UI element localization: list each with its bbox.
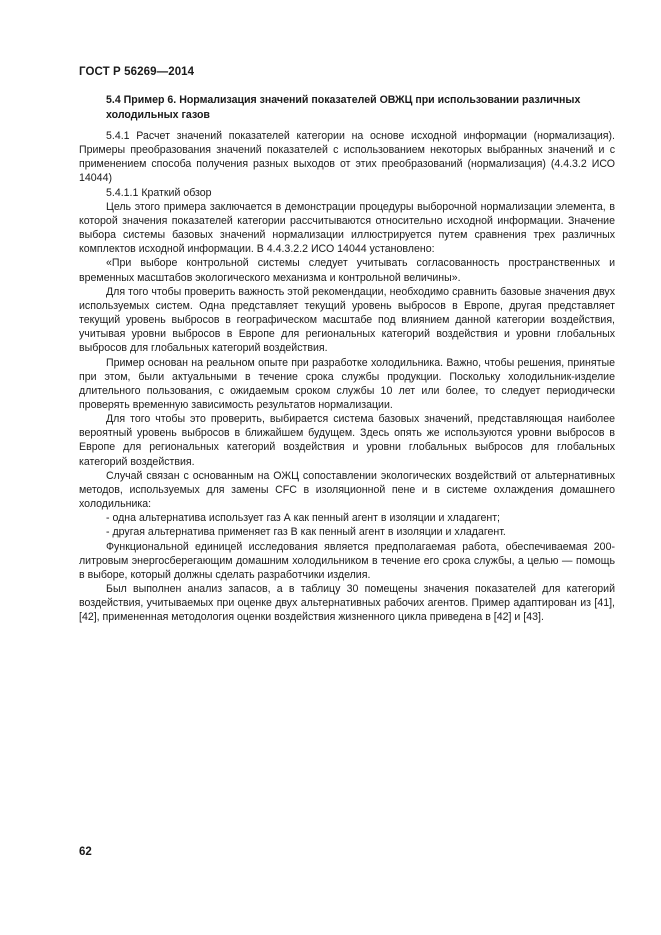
- paragraph: Случай связан с основанным на ОЖЦ сопоставлении экологических воздействий от альтернативных методов, используемых для замены CFC в изоляционной пене и в системе охлаждения домашнего холодильника:: [79, 469, 615, 511]
- subsection-title: 5.4.1.1 Краткий обзор: [106, 186, 212, 199]
- paragraph: Был выполнен анализ запасов, а в таблицу 30 помещены значения показателей для категорий воздействия, учитываемых при оценке двух альтернативных рабочих агентов. Пример адаптирован из [41],[42], примененная методология оценки воздействия жизненного цикла приведена в [42] и [43].: [79, 583, 615, 624]
- list-item: - другая альтернатива применяет газ В как пенный агент в изоляции и хладагент.: [106, 526, 506, 539]
- paragraph: Цель этого примера заключается в демонстрации процедуры выборочной нормализации элемента, в которой значения показателей категории рассчитываются относительно исходной информации. Значение выбора системы базовых значений нормализации иллюстрируется путем сравнения трех различных комплектов исходной информации. В 4.4.3.2.2 ИСО 14044 установлено:: [79, 200, 615, 256]
- paragraph: Для того чтобы это проверить, выбирается система базовых значений, представляющая наиболее вероятный уровень выбросов в ближайшем будущем. Здесь опять же используются уровни выбросов в Европе для региональных категорий воздействия и уровни глобальных выбросов для глобальных категорий воздействия.: [79, 413, 615, 468]
- section-heading: 5.4 Пример 6. Нормализация значений показателей ОВЖЦ при использовании различных холодильных газов: [106, 94, 581, 121]
- quote-paragraph: «При выборе контрольной системы следует учитывать согласованность пространственных и временных масштабов экологического механизма и контрольной величины».: [79, 257, 615, 284]
- page-number: 62: [79, 846, 92, 858]
- paragraph: Для того чтобы проверить важность этой рекомендации, необходимо сравнить базовые значения двух используемых систем. Одна представляет текущий уровень выбросов в Европе, другая представляет текущий уровень выбросов в географическом масштабе под влиянием данной категории воздействия, учитывая уровни выбросов в Европе для региональных категорий воздействия и уровни глобальных выбросов для глобальных категорий воздействия.: [79, 285, 615, 355]
- paragraph: 5.4.1 Расчет значений показателей категории на основе исходной информации (нормализация). Примеры преобразования значений показателей с использованием некоторых выбранных значений и с применением способа получения разных выходов от этих преобразований (нормализация) (4.4.3.2 ИСО 14044): [79, 130, 615, 185]
- document-body: [79, 93, 615, 624]
- list-item: - одна альтернатива использует газ А как пенный агент в изоляции и хладагент;: [106, 512, 500, 525]
- paragraph: Пример основан на реальном опыте при разработке холодильника. Важно, чтобы решения, принятые при этом, были актуальными в течение срока службы продукции. Поскольку холодильник-изделие длительного пользования, с ожидаемым сроком службы 10 лет или более, то следует периодически проверять временную зависимость результатов нормализации.: [79, 356, 615, 411]
- document-header: ГОСТ Р 56269—2014: [79, 66, 195, 78]
- paragraph: Функциональной единицей исследования является предполагаемая работа, обеспечиваемая 200-литровым энергосберегающим домашним холодильником в течение его срока службы, а целью — помощь в выборе, который должны сделать разработчики изделия.: [79, 540, 615, 581]
